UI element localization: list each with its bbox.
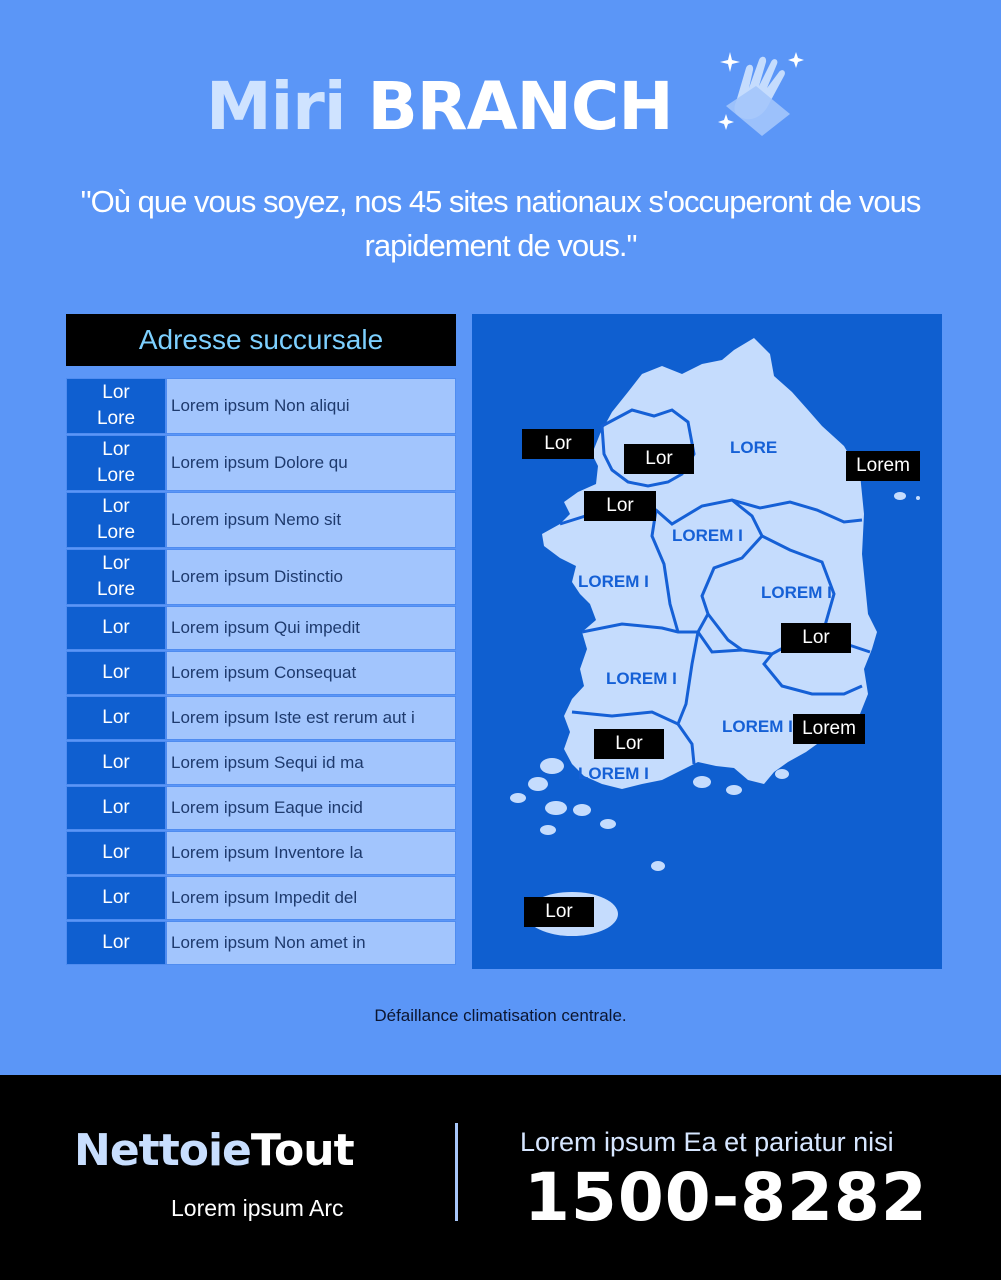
branch-code-line1: Lor [102,553,130,574]
branch-code: Lor [67,742,165,784]
table-row [66,696,456,740]
branch-address: Lorem ipsum Eaque incid [165,787,455,829]
branch-tag: Lor [624,444,694,474]
table-row [66,651,456,695]
branch-code-line2: Lore [96,522,136,543]
island [540,758,564,774]
region-label: LOREM I [578,572,649,591]
branch-address: Lorem ipsum Distinctio [165,550,455,604]
table-row [66,831,456,875]
branch-address: Lorem ipsum Consequat [165,652,455,694]
branch-tag: Lor [524,897,594,927]
table-row [66,876,456,920]
branch-code [67,379,165,433]
table-row [66,549,456,605]
branch-code [67,493,165,547]
branch-address: Lorem ipsum Qui impedit [165,607,455,649]
island [545,801,567,815]
branch-code [67,550,165,604]
branch-address: Lorem ipsum Dolore qu [165,436,455,490]
phone-number: 1500-8282 [524,1159,928,1236]
island [651,861,665,871]
table-row [66,435,456,491]
island [600,819,616,829]
region-label: LOREM I [722,717,793,736]
footnote: Défaillance climatisation centrale. [374,1006,627,1025]
branch-code-line1: Lor [102,439,130,460]
cleaning-hand-sparkle-icon [712,44,808,140]
branch-code: Lor [67,697,165,739]
branch-code: Lor [67,787,165,829]
branch-address: Lorem ipsum Inventore la [165,832,455,874]
island [528,777,548,791]
region-label: LOREM I [606,669,677,688]
region-label: LORE [730,438,778,457]
branch-tag: Lor [584,491,656,521]
branch-tag: Lor [781,623,851,653]
brand-part1: Nettoie [74,1125,251,1176]
island [540,825,556,835]
branch-code-line2: Lore [96,408,136,429]
brand-subtitle: Lorem ipsum Arc [171,1195,344,1221]
branch-code: Lor [67,877,165,919]
branch-code: Lor [67,652,165,694]
korea-map-graphic [472,314,942,969]
island [916,496,920,500]
branch-code-line1: Lor [102,382,130,403]
island [775,769,789,779]
table-row [66,606,456,650]
branch-code: Lor [67,832,165,874]
branch-code-line2: Lore [96,465,136,486]
island [510,793,526,803]
island [693,776,711,788]
branch-code: Lor [67,922,165,964]
branch-code: Lor [67,607,165,649]
branch-address-table [66,314,456,966]
branch-tag: Lor [594,729,664,759]
branch-address: Lorem ipsum Non aliqui [165,379,455,433]
branch-code-line2: Lore [96,579,136,600]
branch-address: Lorem ipsum Nemo sit [165,493,455,547]
branch-tag: Lorem [793,714,865,744]
region-label: LOREM I [761,583,832,602]
brand-part2: Tout [250,1125,354,1176]
tagline-quote: "Où que vous soyez, nos 45 sites nationaux s'occuperont de vous rapidement de vous." [80,184,921,263]
footer-divider [455,1123,458,1221]
branch-code-line1: Lor [102,496,130,517]
table-rows [66,378,456,965]
table-heading: Adresse succursale [66,314,456,366]
table-row [66,492,456,548]
branch-address: Lorem ipsum Impedit del [165,877,455,919]
table-row [66,741,456,785]
footer [0,1075,1001,1280]
branch-tag: Lorem [846,451,920,481]
title-light: Miri [206,68,346,145]
table-row [66,378,456,434]
branch-address: Lorem ipsum Sequi id ma [165,742,455,784]
region-label: LOREM I [672,526,743,545]
table-row [66,921,456,965]
region-label: LOREM I [578,764,649,783]
footer-slogan: Lorem ipsum Ea et pariatur nisi [520,1127,894,1157]
title-strong: BRANCH [367,68,673,145]
branch-map [472,314,942,969]
table-row [66,786,456,830]
branch-address: Lorem ipsum Non amet in [165,922,455,964]
island [726,785,742,795]
branch-tag: Lor [522,429,594,459]
branch-code [67,436,165,490]
island [573,804,591,816]
page-title [206,62,673,152]
brand-logo [74,1125,354,1176]
branch-address: Lorem ipsum Iste est rerum aut i [165,697,455,739]
island [894,492,906,500]
